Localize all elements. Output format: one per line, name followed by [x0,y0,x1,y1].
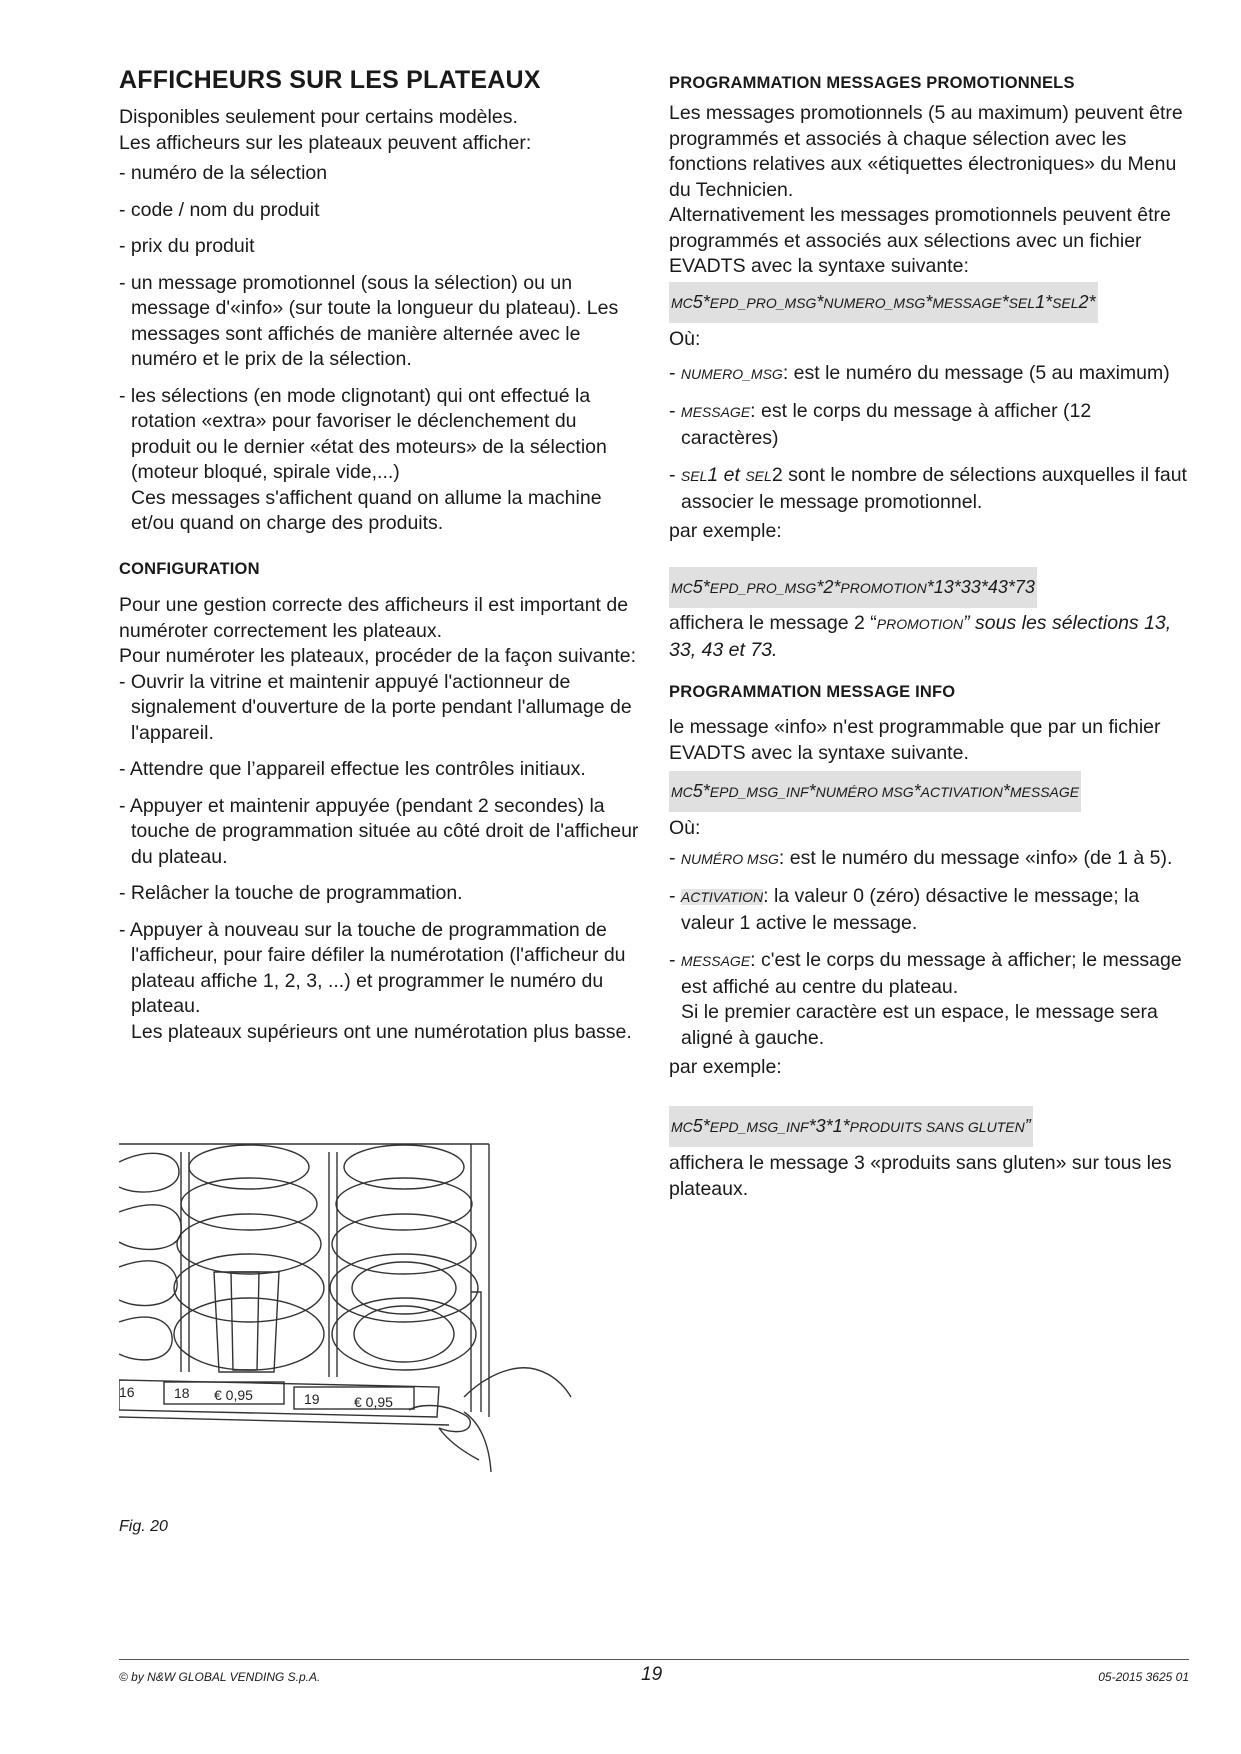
footer-divider [119,1659,1189,1660]
config-paragraph-2: Pour numéroter les plateaux, procéder de la façon suivante: [119,645,637,667]
info-paragraph: le message «info» n'est programmable que par un fichier EVADTS avec la syntaxe suivante. [669,716,1161,764]
example-label: par exemple: [669,1056,782,1078]
tray-illustration-svg [119,1142,579,1502]
info-result-text: affichera le message 3 «produits sans gluten» sur tous les plateaux. [669,1152,1172,1200]
list-item: - numéro de la sélection [119,162,328,184]
display-label-selection-18: 18 [174,1385,190,1401]
page-title: AFFICHEURS SUR LES PLATEAUX [119,66,541,94]
promo-heading: PROGRAMMATION MESSAGES PROMOTIONNELS [669,74,1075,92]
definition-item: - MESSAGE: c'est le corps du message à afficher; le message est affiché au centre du plateau. [669,949,1182,998]
step-item: - Appuyer et maintenir appuyée (pendant 2 secondes) la touche de programmation située au côté droit de l'afficheur du plateau. [119,794,639,868]
promo-syntax-code: MC5*EPD_PRO_MSG*NUMERO_MSG*MESSAGE*SEL1*SEL2* [669,282,1098,323]
promo-paragraph-1: Les messages promotionnels (5 au maximum) peuvent être programmés et associés à chaque sélection avec les fonctions relatives aux «étiquettes électroniques» du Menu du Technicien. [669,102,1183,201]
info-definitions [669,816,1189,1081]
info-example-code: MC5*EPD_MSG_INF*3*1*PRODUITS SANS GLUTEN” [669,1106,1033,1147]
promo-section [669,101,1189,280]
step-item: - Appuyer à nouveau sur la touche de programmation de l'afficheur, pour faire défiler la numérotation (l'afficheur du plateau affiche 1, 2, 3, ...) et programmer le numéro du plateau. [119,918,626,1017]
list-item: - prix du produit [119,235,255,257]
promo-definitions [669,327,1189,545]
definition-item: - ACTIVATION: la valeur 0 (zéro) désactive le message; la valeur 1 active le message. [669,885,1140,934]
definition-item: - MESSAGE: est le corps du message à afficher (12 caractères) [669,400,1092,449]
definition-item: - NUMÉRO MSG: est le numéro du message «info» (de 1 à 5). [669,846,1173,869]
info-note: Si le premier caractère est un espace, le message sera aligné à gauche. [681,1001,1158,1049]
intro-line-1: Disponibles seulement pour certains modèles. [119,106,518,128]
list-item: - les sélections (en mode clignotant) qui ont effectué la rotation «extra» pour favoriser le déclenchement du produit ou le dernier «état des moteurs» de la sélection (moteur bloqué, spirale vide,...) [119,384,607,483]
example-label: par exemple: [669,520,782,542]
figure-caption: Fig. 20 [119,1518,168,1535]
configuration-text [119,593,639,1045]
promo-result-text: affichera le message 2 “PROMOTION” sous les sélections 13, 33, 43 et 73. [669,612,1172,661]
promo-paragraph-2: Alternativement les messages promotionnels peuvent être programmés et associés aux sélections avec un fichier EVADTS avec la syntaxe suivante: [669,204,1171,277]
document-code: 05-2015 3625 01 [1098,1670,1189,1684]
where-label: Où: [669,817,701,839]
left-intro [119,105,639,156]
info-section [669,715,1189,766]
intro-line-2: Les afficheurs sur les plateaux peuvent afficher: [119,131,532,154]
list-item: - un message promotionnel (sous la sélection) ou un message d'«info» (sur toute la longueur du plateau). Les messages sont affichés de manière alternée avec le numéro et le prix de la sélection. [119,271,619,370]
config-paragraph-1: Pour une gestion correcte des afficheurs il est important de numéroter correctement les plateaux. [119,594,629,642]
info-syntax-code: MC5*EPD_MSG_INF*NUMÉRO MSG*ACTIVATION*MESSAGE [669,771,1081,812]
info-heading: PROGRAMMATION MESSAGE INFO [669,683,956,701]
promo-example-result [669,611,1189,663]
step-note: Les plateaux supérieurs ont une numérotation plus basse. [131,1020,632,1043]
page-number: 19 [641,1664,663,1685]
promo-example-code: MC5*EPD_PRO_MSG*2*PROMOTION*13*33*43*73 [669,567,1037,608]
display-label-price-19: € 0,95 [354,1394,393,1410]
list-item: - code / nom du produit [119,198,320,221]
display-content-list [119,161,639,537]
display-label-price-18: € 0,95 [214,1387,253,1403]
display-label-left: 16 [119,1384,135,1400]
definition-item: - SEL1 et SEL2 sont le nombre de sélections auxquelles il faut associer le message promotionnel. [669,464,1187,513]
list-item-note: Ces messages s'affichent quand on allume la machine et/ou quand on charge des produits. [131,486,602,534]
step-item: - Ouvrir la vitrine et maintenir appuyé l'actionneur de signalement d'ouverture de la porte pendant l'allumage de l'appareil. [119,670,632,744]
where-label: Où: [669,328,701,350]
info-example-result [669,1151,1189,1202]
tray-display-illustration [119,1142,579,1502]
configuration-heading: CONFIGURATION [119,560,260,578]
step-item: - Relâcher la touche de programmation. [119,882,463,904]
step-item: - Attendre que l’appareil effectue les contrôles initiaux. [119,758,586,780]
definition-item: - NUMERO_MSG: est le numéro du message (5 au maximum) [669,361,1170,384]
footer-copyright: © by N&W GLOBAL VENDING S.p.A. [119,1670,321,1684]
display-label-selection-19: 19 [304,1391,320,1407]
